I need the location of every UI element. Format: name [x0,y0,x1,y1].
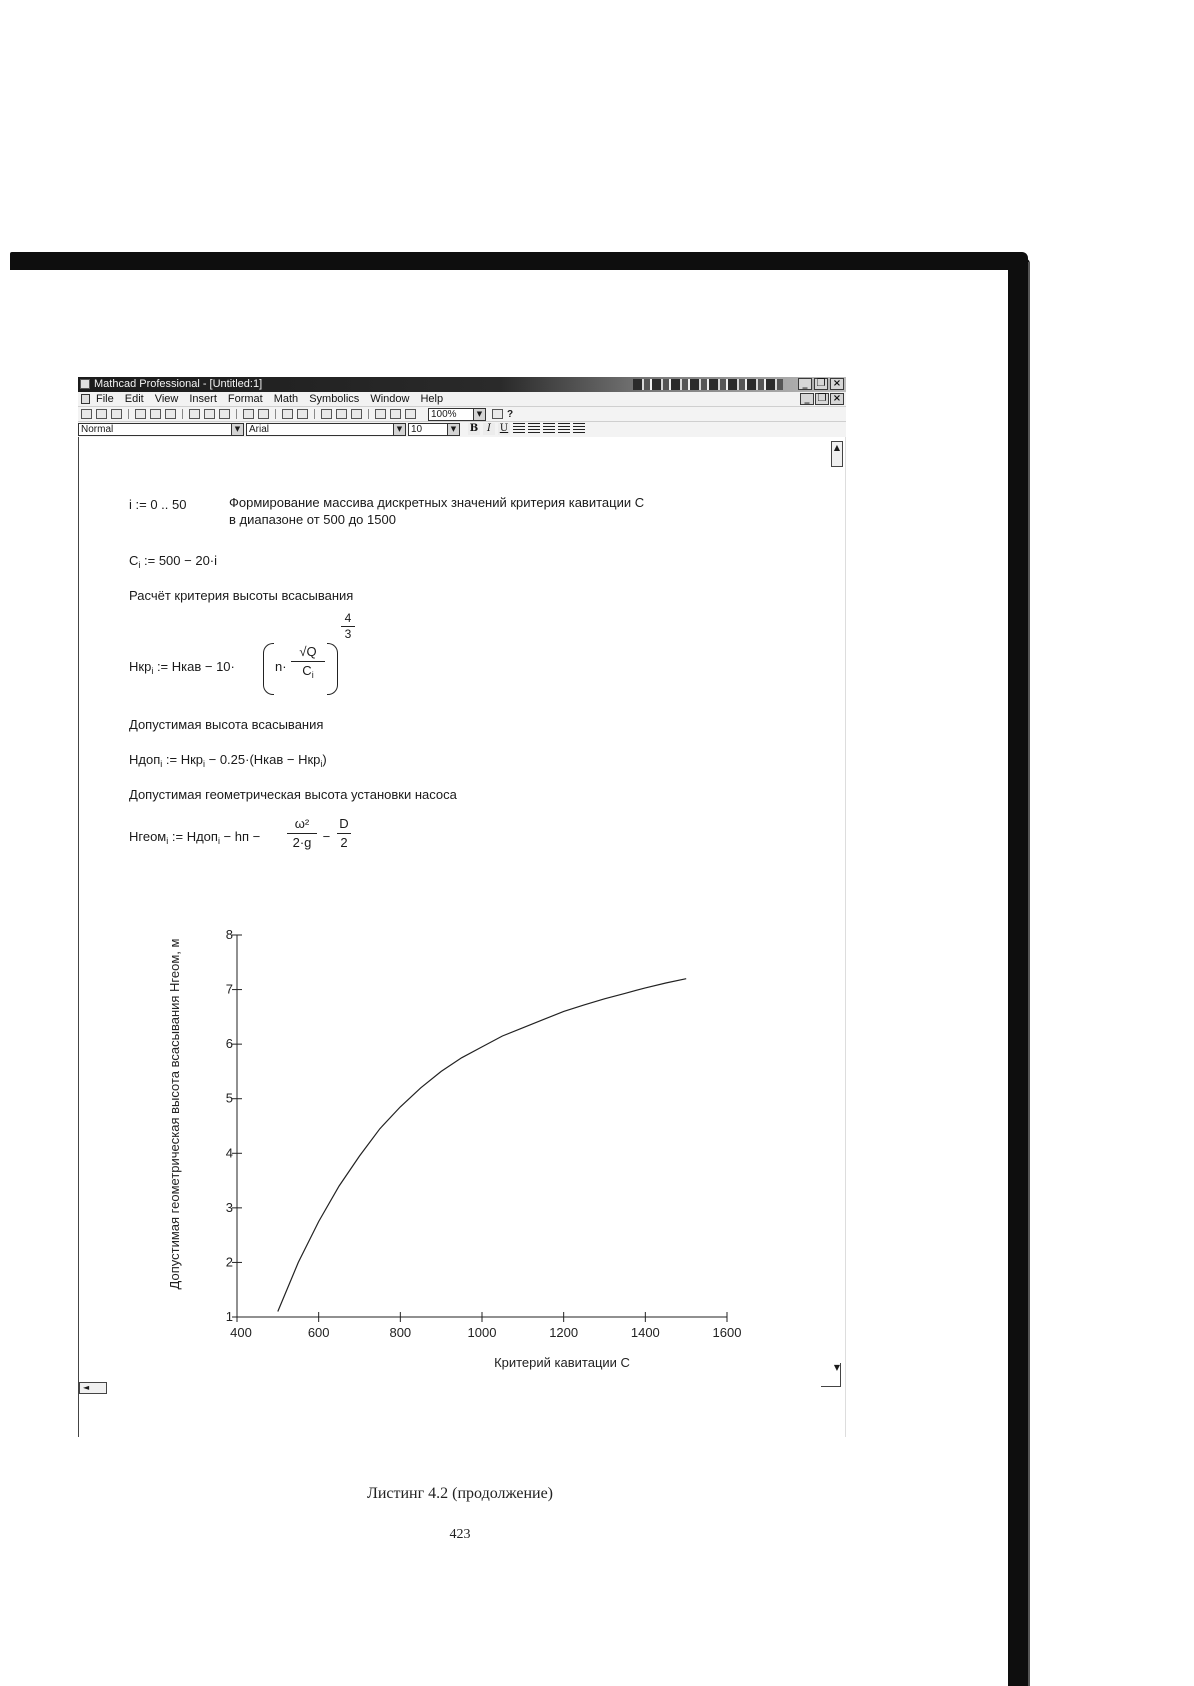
x-tick-label: 1200 [549,1325,579,1340]
close-button[interactable]: × [830,378,844,390]
scroll-left-icon[interactable]: ◄ [79,1382,107,1394]
hkr-lhs: Нкр [129,659,152,674]
hgeom-rhs-1-sub: i [217,836,220,846]
redo-icon[interactable] [258,409,269,419]
save-icon[interactable] [111,409,122,419]
font-select[interactable] [246,423,406,436]
right-paren [327,643,338,695]
scroll-corner-icon[interactable]: ▼ [821,1363,841,1387]
toolbar-separator [236,409,237,419]
format-buttons [468,423,585,435]
menu-bar [78,392,846,406]
y-tick-label: 7 [225,981,233,997]
range-definition[interactable]: i := 0 .. 50 [129,497,187,512]
document-window-controls [800,393,844,405]
insert-function-icon[interactable] [336,409,347,419]
hkr-exponent [341,611,355,642]
hkr-fraction-den: C [302,663,312,678]
hkr-exp-num: 4 [341,611,355,627]
spellcheck-icon[interactable] [165,409,176,419]
insert-unit-icon[interactable] [351,409,362,419]
underline-button[interactable]: U [499,423,509,434]
hkr-fraction-num: √Q [291,643,325,662]
hgeom-fraction-1 [287,815,317,852]
scroll-up-icon[interactable]: ▲ [831,441,843,467]
x-axis-label: Критерий кавитации C [494,1355,630,1370]
suction-criterion-heading[interactable]: Расчёт критерия высоты всасывания [129,588,354,603]
hgeom-lhs-sub: i [166,836,169,846]
undo-icon[interactable] [243,409,254,419]
resource-icon[interactable] [492,409,503,419]
hgeom-rhs-2: − hп − [219,829,261,844]
menu-help[interactable]: Help [420,393,444,405]
scan-right-edge-shadow [1028,262,1030,1686]
hkr-fraction-den-sub: i [311,670,314,680]
y-tick-label: 8 [225,927,233,942]
x-tick-label: 1400 [630,1325,660,1340]
x-tick-label: 1000 [467,1325,497,1340]
toolbar-separator [182,409,183,419]
restore-button[interactable]: ❐ [814,378,828,390]
menu-view[interactable]: View [154,393,179,405]
menu-items [96,392,443,406]
chevron-down-icon[interactable]: ▼ [231,424,243,435]
new-icon[interactable] [81,409,92,419]
toolbar-separator [368,409,369,419]
font-size-value: 10 [411,424,423,435]
font-size-select[interactable] [408,423,460,436]
align-right-icon[interactable] [543,423,555,435]
y-tick-label: 2 [225,1254,233,1270]
style-select[interactable] [78,423,244,436]
bullets-icon[interactable] [558,423,570,435]
toolbar-separator [128,409,129,419]
calculate-icon[interactable] [321,409,332,419]
hgeom-frac1-den: 2·g [292,835,312,850]
component-icon[interactable] [375,409,386,419]
menu-edit[interactable]: Edit [124,393,144,405]
zoom-select[interactable] [428,408,486,421]
y-tick-label: 4 [225,1145,233,1161]
toolbar-separator [275,409,276,419]
listing-caption: Листинг 4.2 (продолжение) [366,1485,554,1502]
series-line [278,979,686,1312]
y-tick-label: 6 [225,1036,233,1052]
left-paren [263,643,274,695]
x-tick-label: 1600 [712,1325,742,1340]
worksheet[interactable] [78,437,846,1437]
title-bar[interactable] [78,377,846,392]
minimize-button[interactable]: _ [798,378,812,390]
hgeom-rhs-1: := Ндоп [171,829,218,844]
paste-icon[interactable] [219,409,230,419]
align-center-icon[interactable] [528,423,540,435]
chevron-down-icon[interactable]: ▼ [473,409,485,420]
doc-minimize-button[interactable]: _ [800,393,814,405]
hgeom-frac1-num: ω² [287,815,317,834]
toolbar-icons [81,409,416,419]
document-icon[interactable] [81,394,90,404]
y-tick-label: 1 [225,1309,233,1324]
print-icon[interactable] [135,409,146,419]
hdop-rhs-1: := Нкр [165,752,203,767]
menu-insert[interactable]: Insert [189,393,217,405]
allowed-suction-heading[interactable]: Допустимая высота всасывания [129,717,324,732]
hdop-rhs-2-sub: i [320,759,323,769]
formatting-toolbar [78,421,846,438]
titlebar-toolbar-strip [633,379,783,390]
italic-button[interactable]: I [483,423,495,435]
hdop-rhs-2: − 0.25·(Нкав − Нкр [205,752,321,767]
toolbar-help-icons [492,409,513,420]
standard-toolbar [78,406,846,422]
print-preview-icon[interactable] [150,409,161,419]
bold-button[interactable]: B [469,423,479,434]
hdop-definition[interactable] [129,752,327,769]
chevron-down-icon[interactable]: ▼ [447,424,459,435]
scan-right-edge [1008,258,1030,1686]
numbering-icon[interactable] [573,423,585,435]
app-icon[interactable] [80,379,90,389]
y-tick-label: 3 [225,1199,233,1215]
geometric-height-heading[interactable]: Допустимая геометрическая высота установки насоса [129,787,457,802]
hgeom-fraction-2 [337,815,351,852]
range-comment-line1[interactable]: Формирование массива дискретных значений критерия кавитации C [229,495,645,510]
zoom-value: 100% [431,409,457,420]
hgeom-frac2-den: 2 [340,835,348,850]
page-number: 423 [449,1527,471,1542]
hgeom-lhs: Нгеом [129,829,167,844]
doc-restore-button[interactable]: ❐ [815,393,829,405]
hkr-fraction [291,643,325,681]
hdop-rhs-1-sub: i [203,759,205,769]
hkr-rhs-prefix: := Нкав − 10· [156,659,235,674]
hdop-rhs-3: ) [322,752,327,767]
help-icon[interactable]: ? [507,409,514,420]
mathcad-window [78,377,846,1437]
chevron-down-icon[interactable]: ▼ [393,424,405,435]
menu-math[interactable]: Math [273,393,299,405]
menu-window[interactable]: Window [370,393,410,405]
hgeom-frac2-num: D [337,815,351,834]
height-vs-cavitation-chart[interactable] [151,917,791,1370]
c-rhs: := 500 − 20·i [144,553,218,568]
menu-format[interactable]: Format [227,393,263,405]
style-value: Normal [81,424,114,435]
align-left-icon[interactable] [513,423,525,435]
doc-close-button[interactable]: × [830,393,844,405]
c-lhs: C [129,553,139,568]
hdop-lhs-sub: i [160,759,163,769]
range-comment-line2[interactable]: в диапазоне от 500 до 1500 [229,512,396,527]
y-tick-label: 5 [225,1090,233,1106]
hdop-lhs: Ндоп [129,752,161,767]
c-lhs-sub: i [138,560,141,570]
resource-center-icon[interactable] [390,409,401,419]
x-tick-label: 800 [389,1325,412,1340]
font-value: Arial [249,424,270,435]
cut-icon[interactable] [189,409,200,419]
align-top-icon[interactable] [282,409,293,419]
window-title: Mathcad Professional - [Untitled:1] [94,378,263,390]
hkr-exp-den: 3 [344,627,352,641]
tools-icon[interactable] [405,409,416,419]
window-controls [798,378,844,390]
scan-top-edge [10,252,1028,270]
x-tick-label: 400 [230,1325,252,1340]
open-icon[interactable] [96,409,107,419]
hkr-lhs-sub: i [151,666,154,676]
hgeom-minus: − [319,829,334,844]
y-axis-label: Допустимая геометрическая высота всасывания Нгеом, м [167,938,182,1290]
c-definition[interactable] [129,553,217,570]
hkr-inner-prefix: n· [275,659,287,674]
align-bottom-icon[interactable] [297,409,308,419]
menu-file[interactable]: File [96,393,114,405]
x-tick-label: 600 [307,1325,330,1340]
menu-symbolics[interactable]: Symbolics [309,393,360,405]
toolbar-separator [314,409,315,419]
copy-icon[interactable] [204,409,215,419]
